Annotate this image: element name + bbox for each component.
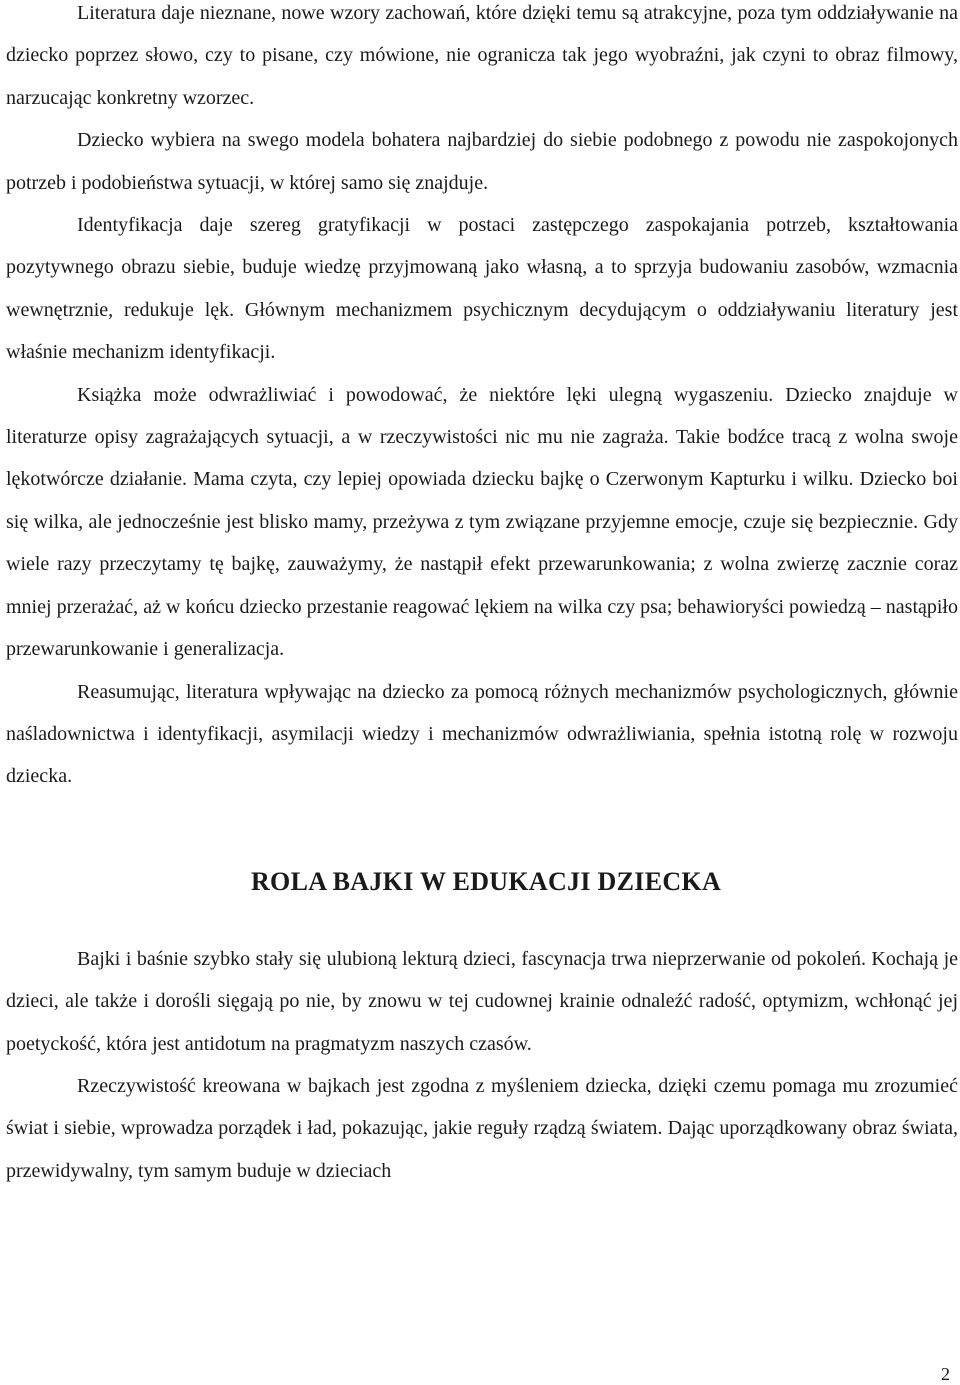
paragraph-child-model: Dziecko wybiera na swego modela bohatera najbardziej do siebie podobnego z powodu nie zaspokojonych potrzeb i podobieństwa sytuacji, w której samo się znajduje. bbox=[6, 129, 958, 194]
paragraph-reality-in-tales: Rzeczywistość kreowana w bajkach jest zgodna z myśleniem dziecka, dzięki czemu pomaga mu zrozumieć świat i siebie, wprowadza porządek i ład, pokazując, jakie reguły rządzą światem. Dając uporządkowany obraz świata, przewidywalny, tym samym buduje w dzieciach bbox=[6, 1074, 958, 1182]
paragraph-fairy-tales: Bajki i baśnie szybko stały się ulubioną lekturą dzieci, fascynacja trwa nieprzerwanie od pokoleń. Kochają je dzieci, ale także i dorośli sięgają po nie, by znowu w tej cudownej krainie odnaleźć radość, optymizm, wchłonąć jej poetyckość, która jest antidotum na pragmatyzm naszych czasów. bbox=[6, 947, 958, 1055]
section-heading: ROLA BAJKI W EDUKACJI DZIECKA bbox=[250, 866, 722, 896]
paragraph-literature-patterns: Literatura daje nieznane, nowe wzory zachowań, które dzięki temu są atrakcyjne, poza tym oddziaływanie na dziecko poprzez słowo, czy to pisane, czy mówione, nie ogranicza tak jego wyobraźni, jak czyni to obraz filmowy, narzucając konkretny wzorzec. bbox=[6, 2, 958, 109]
document-page bbox=[6, 0, 958, 1192]
page-number: 2 bbox=[941, 1364, 950, 1384]
paragraph-desensitization: Książka może odwrażliwiać i powodować, że niektóre lęki ulegną wygaszeniu. Dziecko znajduje w literaturze opisy zagrażających sytuacji, a w rzeczywistości nic mu nie zagraża. Takie bodźce tracą z wolna swoje lękotwórcze działanie. Mama czyta, czy lepiej opowiada dziecku bajkę o Czerwonym Kapturku i wilku. Dziecko boi się wilka, ale jednocześnie jest blisko mamy, przeżywa z tym związane przyjemne emocje, czuje się bezpiecznie. Gdy wiele razy przeczytamy tę bajkę, zauważymy, że nastąpił efekt przewarunkowania; z wolna zwierzę zacznie coraz mniej przerażać, aż w końcu dziecko przestanie reagować lękiem na wilka czy psa; behawioryści powiedzą – nastąpiło przewarunkowanie i generalizacja. bbox=[6, 383, 958, 661]
paragraph-identification: Identyfikacja daje szereg gratyfikacji w postaci zastępczego zaspokajania potrzeb, kształtowania pozytywnego obrazu siebie, buduje wiedzę przyjmowaną jako własną, a to sprzyja budowaniu zasobów, wzmacnia wewnętrznie, redukuje lęk. Głównym mechanizmem psychicznym decydującym o oddziaływaniu literatury jest właśnie mechanizm identyfikacji. bbox=[6, 214, 958, 364]
paragraph-summary: Reasumując, literatura wpływając na dziecko za pomocą różnych mechanizmów psychologicznych, głównie naśladownictwa i identyfikacji, asymilacji wiedzy i mechanizmów odwrażliwiania, spełnia istotną rolę w rozwoju dziecka. bbox=[6, 680, 958, 788]
body-text-top bbox=[6, 0, 958, 798]
body-text-bottom bbox=[6, 938, 958, 1192]
